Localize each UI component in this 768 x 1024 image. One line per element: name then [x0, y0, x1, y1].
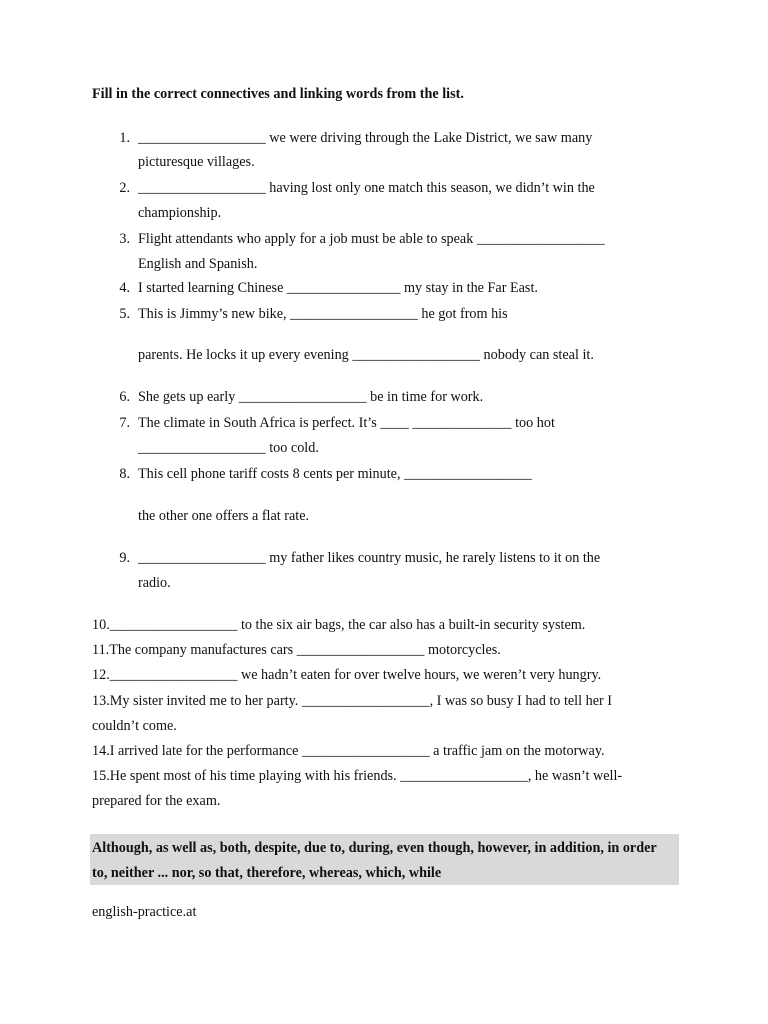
exercise-item-10: 10.__________________ to the six air bags, the car also has a built-in security system. — [92, 617, 586, 633]
item-number: 7. — [119, 415, 130, 431]
item-number: 5. — [119, 306, 130, 322]
item-line: I started learning Chinese ________________ my stay in the Far East. — [138, 280, 538, 296]
exercise-item-15-cont: prepared for the exam. — [92, 793, 221, 809]
item-line: __________________ my father likes country music, he rarely listens to it on the — [138, 550, 601, 566]
exercise-item-15: 15.He spent most of his time playing with his friends. __________________, he wasn’t well- — [92, 768, 623, 784]
item-line: She gets up early __________________ be in time for work. — [138, 389, 484, 405]
word-list-box: Although, as well as, both, despite, due to, during, even though, however, in addition, in order to, neither ... nor, so that, therefore, whereas, which, while — [90, 834, 679, 885]
item-line: parents. He locks it up every evening __________________ nobody can steal it. — [138, 347, 594, 363]
footer-source: english-practice.at — [92, 904, 197, 920]
worksheet-title: Fill in the correct connectives and linking words from the list. — [92, 86, 464, 102]
item-line: This is Jimmy’s new bike, __________________ he got from his — [138, 306, 508, 322]
item-line: The climate in South Africa is perfect. It’s ____ ______________ too hot — [138, 415, 555, 431]
item-number: 4. — [119, 280, 130, 296]
exercise-item-13-cont: couldn’t come. — [92, 718, 177, 734]
exercise-item-14: 14.I arrived late for the performance __________________ a traffic jam on the motorway. — [92, 743, 605, 759]
exercise-item-13: 13.My sister invited me to her party. __________________, I was so busy I had to tell her I — [92, 693, 612, 709]
exercise-item-12: 12.__________________ we hadn’t eaten for over twelve hours, we weren’t very hungry. — [92, 667, 602, 683]
item-number: 9. — [119, 550, 130, 566]
item-line: __________________ we were driving through the Lake District, we saw many — [138, 130, 593, 146]
item-number: 3. — [119, 231, 130, 247]
item-number: 1. — [119, 130, 130, 146]
item-line: championship. — [138, 205, 222, 221]
item-line: the other one offers a flat rate. — [138, 508, 310, 524]
item-line: This cell phone tariff costs 8 cents per minute, __________________ — [138, 466, 532, 482]
item-number: 8. — [119, 466, 130, 482]
item-line: radio. — [138, 575, 171, 591]
exercise-item-11: 11.The company manufactures cars __________________ motorcycles. — [92, 642, 501, 658]
item-line: __________________ too cold. — [138, 440, 319, 456]
item-line: picturesque villages. — [138, 154, 255, 170]
item-line: Flight attendants who apply for a job must be able to speak __________________ — [138, 231, 605, 247]
item-line: __________________ having lost only one match this season, we didn’t win the — [138, 180, 595, 196]
item-number: 6. — [119, 389, 130, 405]
item-line: English and Spanish. — [138, 256, 258, 272]
item-number: 2. — [119, 180, 130, 196]
